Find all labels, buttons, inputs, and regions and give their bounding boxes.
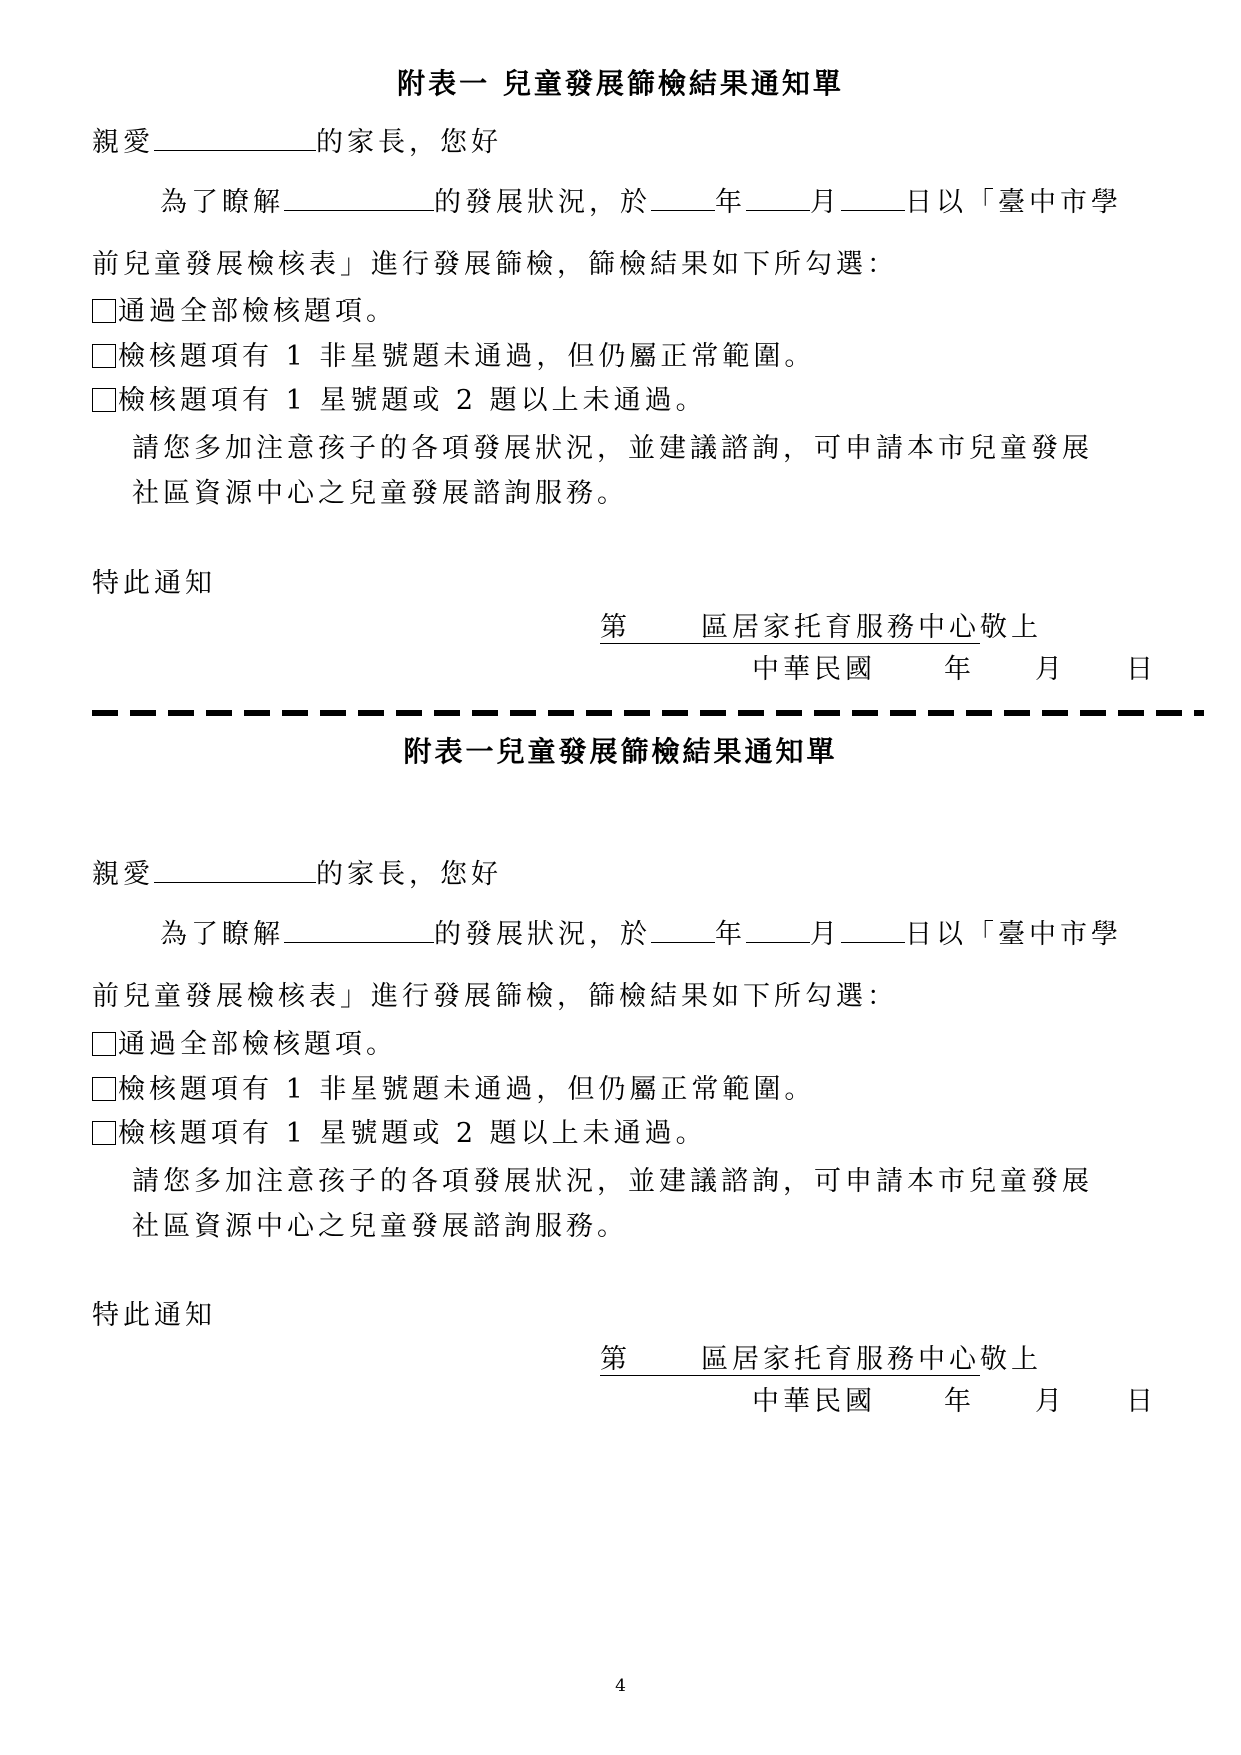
bottom-date-day: 日 bbox=[1126, 1386, 1157, 1417]
bottom-signature-center-name: 區居家托育服務中心 bbox=[701, 1344, 980, 1375]
top-date bbox=[752, 654, 1157, 686]
bottom-signature-suffix: 敬上 bbox=[980, 1344, 1042, 1375]
top-form-title-text: 附表一 兒童發展篩檢結果通知單 bbox=[397, 67, 844, 100]
bottom-option-1-checkbox[interactable] bbox=[92, 1032, 116, 1056]
page-number: 4 bbox=[615, 1676, 626, 1696]
top-date-year: 年 bbox=[944, 654, 975, 685]
top-option-2 bbox=[92, 341, 815, 373]
top-option-3-checkbox[interactable] bbox=[92, 388, 116, 412]
top-option-1 bbox=[92, 296, 397, 328]
top-day-blank[interactable] bbox=[841, 186, 905, 211]
top-date-month: 月 bbox=[1035, 654, 1066, 685]
top-option-3-label: 檢核題項有 1 星號題或 2 題以上未通過。 bbox=[118, 385, 707, 416]
bottom-form-title bbox=[0, 736, 1241, 768]
bottom-form-title-text: 附表一兒童發展篩檢結果通知單 bbox=[403, 735, 838, 768]
bottom-year-blank[interactable] bbox=[651, 918, 715, 943]
bottom-advice-line-1: 請您多加注意孩子的各項發展狀況，並建議諮詢，可申請本市兒童發展 bbox=[132, 1166, 1093, 1197]
top-date-day: 日 bbox=[1126, 654, 1157, 685]
bottom-intro-status: 的發展狀況，於 bbox=[434, 919, 651, 950]
bottom-date-roc: 中華民國 bbox=[752, 1386, 876, 1417]
bottom-day-blank[interactable] bbox=[841, 918, 905, 943]
bottom-option-1 bbox=[92, 1029, 397, 1061]
bottom-parent-name-blank[interactable] bbox=[154, 858, 316, 883]
bottom-intro-line bbox=[160, 918, 1122, 951]
bottom-option-3-label: 檢核題項有 1 星號題或 2 題以上未通過。 bbox=[118, 1118, 707, 1149]
top-year-blank[interactable] bbox=[651, 186, 715, 211]
bottom-month-blank[interactable] bbox=[746, 918, 810, 943]
bottom-intro-line2: 前兒童發展檢核表」進行發展篩檢，篩檢結果如下所勾選： bbox=[92, 981, 898, 1012]
top-date-roc: 中華民國 bbox=[752, 654, 876, 685]
top-intro-prefix: 為了瞭解 bbox=[160, 187, 284, 218]
cut-line-divider bbox=[92, 710, 1204, 716]
bottom-option-2-checkbox[interactable] bbox=[92, 1077, 116, 1101]
bottom-child-name-blank[interactable] bbox=[284, 918, 434, 943]
top-signature-prefix: 第 bbox=[600, 612, 631, 643]
top-signature-center bbox=[600, 612, 980, 644]
bottom-date bbox=[752, 1386, 1157, 1418]
top-notice: 特此通知 bbox=[92, 568, 216, 599]
top-option-2-label: 檢核題項有 1 非星號題未通過，但仍屬正常範圍。 bbox=[118, 341, 816, 372]
bottom-option-1-label: 通過全部檢核題項。 bbox=[118, 1029, 397, 1060]
top-greeting-suffix: 的家長，您好 bbox=[316, 127, 502, 158]
top-parent-name-blank[interactable] bbox=[154, 126, 316, 151]
top-signature-center-name: 區居家托育服務中心 bbox=[701, 612, 980, 643]
top-option-1-label: 通過全部檢核題項。 bbox=[118, 296, 397, 327]
top-intro-line2: 前兒童發展檢核表」進行發展篩檢，篩檢結果如下所勾選： bbox=[92, 249, 898, 280]
top-advice-line-1: 請您多加注意孩子的各項發展狀況，並建議諮詢，可申請本市兒童發展 bbox=[132, 433, 1093, 464]
top-year-label: 年 bbox=[715, 187, 746, 218]
bottom-date-month: 月 bbox=[1035, 1386, 1066, 1417]
top-advice-line-2: 社區資源中心之兒童發展諮詢服務。 bbox=[132, 478, 628, 509]
top-intro-status: 的發展狀況，於 bbox=[434, 187, 651, 218]
bottom-signature bbox=[600, 1344, 1042, 1376]
bottom-year-label: 年 bbox=[715, 919, 746, 950]
bottom-signature-center bbox=[600, 1344, 980, 1376]
top-child-name-blank[interactable] bbox=[284, 186, 434, 211]
top-option-2-checkbox[interactable] bbox=[92, 344, 116, 368]
top-greeting-prefix: 親愛 bbox=[92, 127, 154, 158]
top-greeting-line bbox=[92, 126, 502, 159]
top-signature-suffix: 敬上 bbox=[980, 612, 1042, 643]
top-option-1-checkbox[interactable] bbox=[92, 299, 116, 323]
top-intro-line bbox=[160, 186, 1122, 219]
top-month-blank[interactable] bbox=[746, 186, 810, 211]
bottom-option-2 bbox=[92, 1074, 815, 1106]
top-option-3 bbox=[92, 385, 707, 417]
bottom-signature-prefix: 第 bbox=[600, 1344, 631, 1375]
top-month-label: 月 bbox=[810, 187, 841, 218]
top-form-title bbox=[0, 68, 1241, 100]
bottom-option-3-checkbox[interactable] bbox=[92, 1121, 116, 1145]
top-signature bbox=[600, 612, 1042, 644]
bottom-date-year: 年 bbox=[944, 1386, 975, 1417]
bottom-intro-prefix: 為了瞭解 bbox=[160, 919, 284, 950]
bottom-greeting-suffix: 的家長，您好 bbox=[316, 859, 502, 890]
top-day-text: 日以「臺中市學 bbox=[905, 187, 1122, 218]
bottom-option-3 bbox=[92, 1118, 707, 1150]
bottom-option-2-label: 檢核題項有 1 非星號題未通過，但仍屬正常範圍。 bbox=[118, 1074, 816, 1105]
bottom-notice: 特此通知 bbox=[92, 1300, 216, 1331]
bottom-greeting-prefix: 親愛 bbox=[92, 859, 154, 890]
bottom-month-label: 月 bbox=[810, 919, 841, 950]
bottom-day-text: 日以「臺中市學 bbox=[905, 919, 1122, 950]
bottom-greeting-line bbox=[92, 858, 502, 891]
bottom-advice-line-2: 社區資源中心之兒童發展諮詢服務。 bbox=[132, 1211, 628, 1242]
